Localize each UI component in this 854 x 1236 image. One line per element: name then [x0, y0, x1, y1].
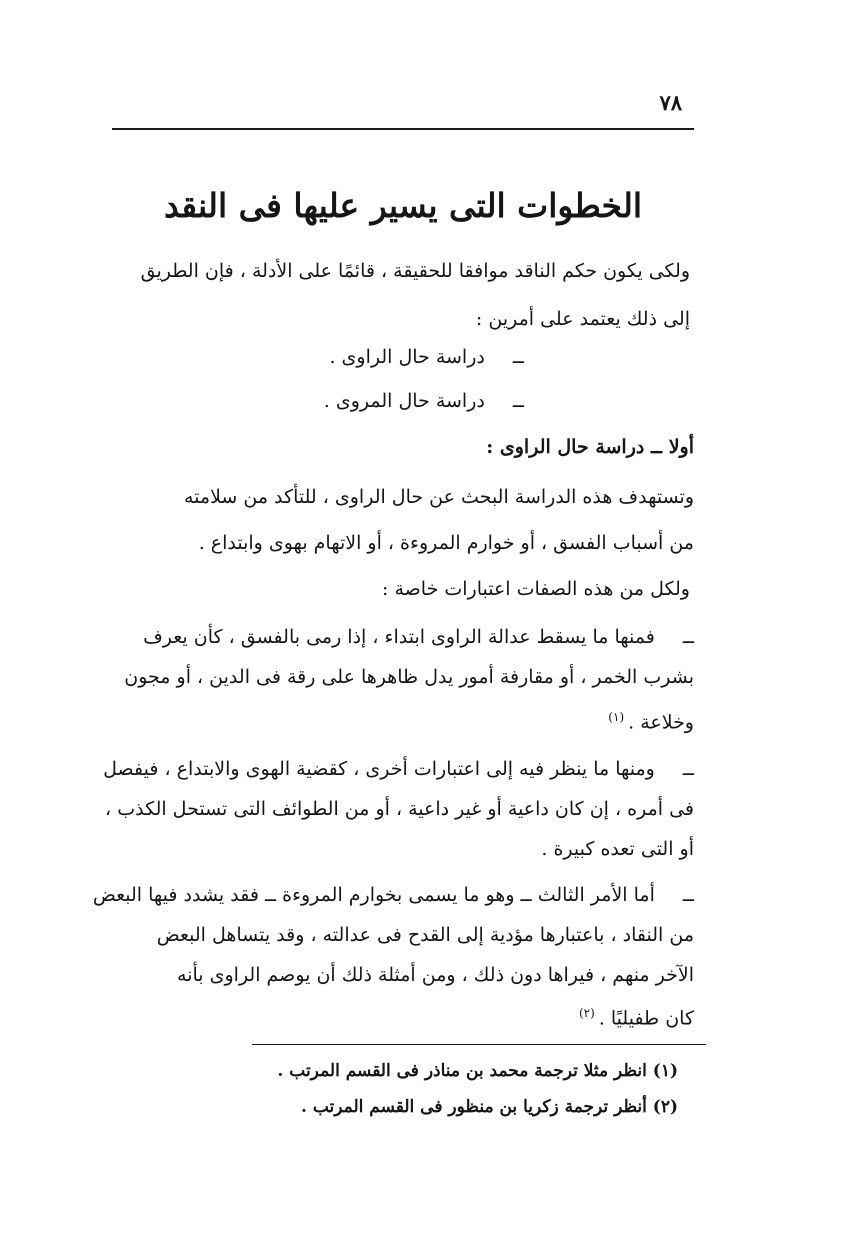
dash-marker: ــ [512, 346, 524, 368]
intro-line-1: ولكى يكون حكم الناقد موافقا للحقيقة ، قائمًا على الأدلة ، فإن الطريق [140, 260, 690, 282]
dash-marker: ــ [512, 390, 524, 412]
intro-item-1 [329, 344, 524, 370]
page-number: ٧٨ [659, 90, 682, 115]
intro-line-2: إلى ذلك يعتمد على أمرين : [475, 308, 690, 330]
bullet1-line-1 [143, 624, 694, 650]
bullet2-line-3: أو التى تعده كبيرة . [541, 838, 694, 860]
dash-marker: ــ [682, 884, 694, 906]
bullet1-line-2: بشرب الخمر ، أو مقارفة أمور يدل ظاهرها على رقة فى الدين ، أو مجون [124, 666, 694, 688]
footnote-ref-1: (١) [608, 710, 625, 724]
intro-item-2 [324, 388, 524, 414]
bullet2-line-1 [103, 756, 694, 782]
bullet1-line-3 [608, 704, 694, 735]
dash-marker: ــ [682, 626, 694, 648]
section-heading: أولا ــ دراسة حال الراوى : [486, 436, 694, 458]
footnote-2: (٢) أنظر ترجمة زكريا بن منظور فى القسم المرتب . [300, 1097, 678, 1117]
intro-item-2-text: دراسة حال المروى . [323, 390, 485, 412]
bullet1-line-3-text: وخلاعة . [628, 711, 694, 734]
footnote-rule [252, 1044, 706, 1045]
bullet3-line-4 [579, 1000, 694, 1031]
dash-marker: ــ [682, 758, 694, 780]
para1-line-1: وتستهدف هذه الدراسة البحث عن حال الراوى ، للتأكد من سلامته [183, 486, 694, 508]
chapter-title: الخطوات التى يسير عليها فى النقد [163, 186, 643, 225]
para2: ولكل من هذه الصفات اعتبارات خاصة : [382, 578, 690, 600]
bullet3-line-1-text: أما الأمر الثالث ــ وهو ما يسمى بخوارم المروءة ــ فقد يشدد فيها البعض [92, 884, 655, 906]
bullet2-line-2: فى أمره ، إن كان داعية أو غير داعية ، أو من الطوائف التى تستحل الكذب ، [105, 798, 694, 820]
bullet3-line-4-text: كان طفيليًا . [598, 1007, 694, 1030]
footnote-1: (١) انظر مثلا ترجمة محمد بن مناذر فى القسم المرتب . [277, 1061, 678, 1081]
bullet1-line-1-text: فمنها ما يسقط عدالة الراوى ابتداء ، إذا رمى بالفسق ، كأن يعرف [143, 626, 655, 648]
bullet3-line-1 [93, 882, 694, 908]
header-rule [112, 128, 694, 130]
para1-line-2: من أسباب الفسق ، أو خوارم المروءة ، أو الاتهام بهوى وابتداع . [198, 532, 694, 554]
intro-item-1-text: دراسة حال الراوى . [329, 346, 485, 368]
bullet3-line-2: من النقاد ، باعتبارها مؤدية إلى القدح فى عدالته ، وقد يتساهل البعض [156, 924, 694, 946]
bullet3-line-3: الآخر منهم ، فيراها دون ذلك ، ومن أمثلة ذلك أن يوصم الراوى بأنه [177, 964, 694, 986]
footnote-ref-2: (٢) [578, 1006, 595, 1020]
bullet2-line-1-text: ومنها ما ينظر فيه إلى اعتبارات أخرى ، كقضية الهوى والابتداع ، فيفصل [103, 758, 655, 780]
